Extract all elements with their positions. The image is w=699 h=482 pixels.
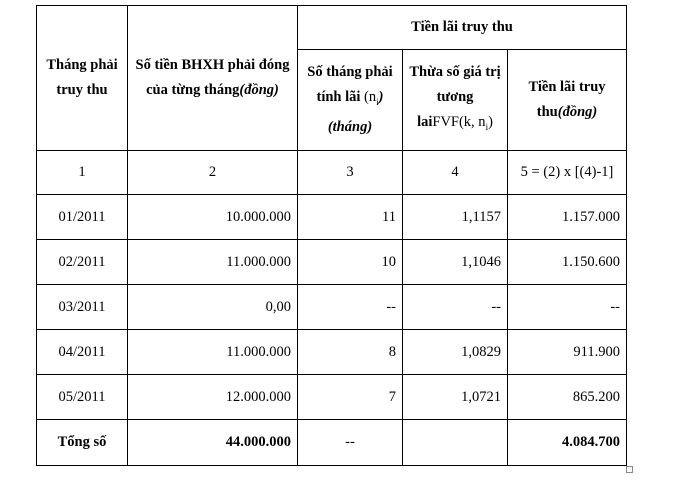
header-factor-text: Thừa số giá trị tương lai [409, 64, 501, 131]
header-factor-sub: i [485, 121, 489, 132]
header-month-text: Tháng phải truy thu [46, 57, 118, 98]
cell-amount: 11.000.000 [128, 330, 298, 375]
cell-factor: -- [403, 285, 508, 330]
cell-interest: 865.200 [508, 375, 627, 420]
cell-months-count: 11 [298, 195, 403, 240]
cell-month: 03/2011 [37, 285, 128, 330]
cell-month: 01/2011 [37, 195, 128, 240]
total-row [37, 420, 627, 466]
table-row [37, 375, 627, 420]
header-amount-unit: (đồng) [239, 82, 279, 98]
total-label: Tổng số [37, 420, 128, 466]
cell-amount: 0,00 [128, 285, 298, 330]
cell-factor: 1,1157 [403, 195, 508, 240]
header-amount [128, 6, 298, 151]
header-months-count [298, 50, 403, 151]
cell-months-count: 7 [298, 375, 403, 420]
header-months-unit: )(tháng) [327, 89, 384, 135]
table-row [37, 285, 627, 330]
total-interest: 4.084.700 [508, 420, 627, 466]
header-interest-text: Tiền lãi truy thu [528, 79, 606, 120]
cell-months-count: 10 [298, 240, 403, 285]
header-factor-fn: FVF(k, n [432, 114, 486, 131]
header-factor-close: ) [488, 114, 493, 131]
header-months-text: Số tháng phải tính lãi [307, 64, 393, 106]
index-row [37, 151, 627, 195]
cell-month: 04/2011 [37, 330, 128, 375]
cell-amount: 12.000.000 [128, 375, 298, 420]
cell-factor: 1,1046 [403, 240, 508, 285]
table-row [37, 195, 627, 240]
index-cell: 3 [298, 151, 403, 195]
header-factor [403, 50, 508, 151]
header-months-sub: i [376, 96, 379, 107]
cell-months-count: 8 [298, 330, 403, 375]
cell-interest: -- [508, 285, 627, 330]
cell-amount: 10.000.000 [128, 195, 298, 240]
index-cell: 1 [37, 151, 128, 195]
cell-amount: 11.000.000 [128, 240, 298, 285]
index-cell: 2 [128, 151, 298, 195]
header-month [37, 6, 128, 151]
total-amount: 44.000.000 [128, 420, 298, 466]
total-months: -- [298, 420, 403, 466]
header-interest-unit: (đồng) [557, 104, 598, 120]
cell-factor: 1,0829 [403, 330, 508, 375]
cell-month: 05/2011 [37, 375, 128, 420]
header-interest [508, 50, 627, 151]
index-cell: 4 [403, 151, 508, 195]
header-months-var: (n [364, 89, 377, 106]
header-amount-text: Số tiền BHXH phải đóng của từng tháng [135, 57, 290, 98]
header-interest-group: Tiền lãi truy thu [298, 6, 627, 50]
table-row [37, 330, 627, 375]
table-row [37, 240, 627, 285]
index-cell: 5 = (2) x [(4)-1] [508, 151, 627, 195]
cell-month: 02/2011 [37, 240, 128, 285]
interest-table [36, 5, 627, 466]
cell-interest: 1.150.600 [508, 240, 627, 285]
cell-interest: 911.900 [508, 330, 627, 375]
cell-factor: 1,0721 [403, 375, 508, 420]
cell-interest: 1.157.000 [508, 195, 627, 240]
total-factor [403, 420, 508, 466]
table-resize-handle[interactable] [626, 466, 633, 473]
cell-months-count: -- [298, 285, 403, 330]
